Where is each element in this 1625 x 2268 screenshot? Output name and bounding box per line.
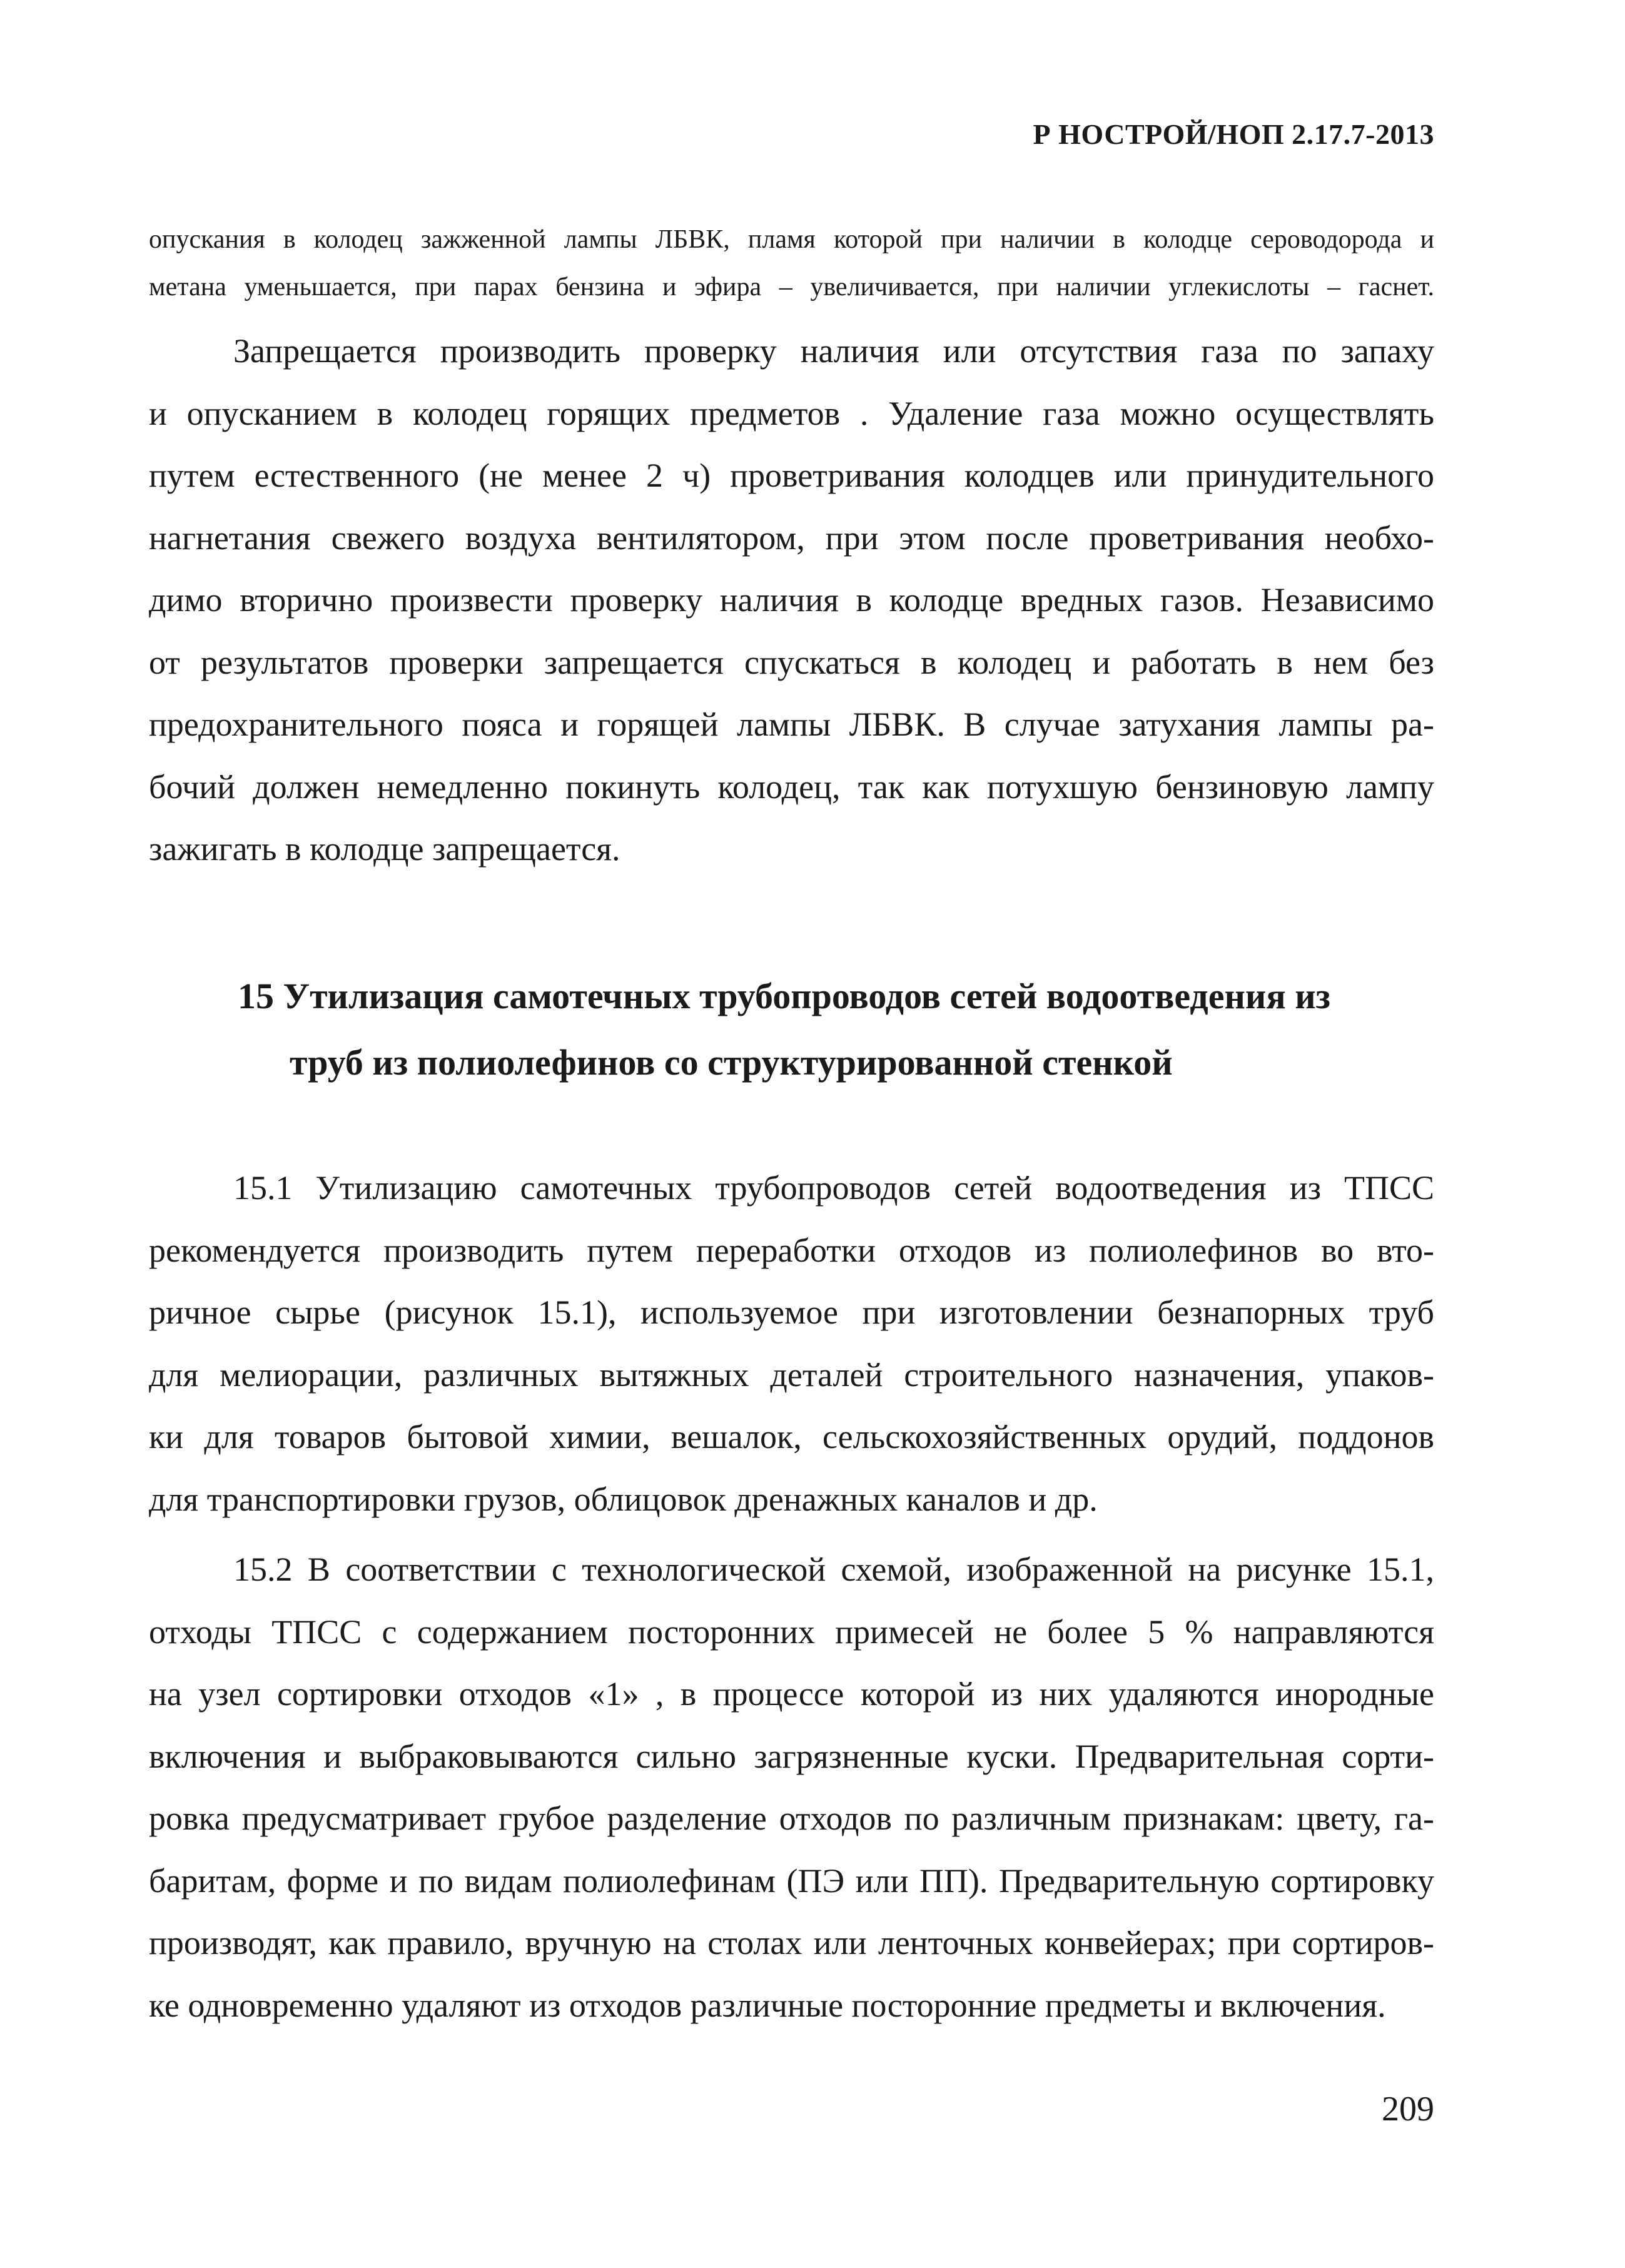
text-line: путем естественного (не менее 2 ч) проветривания колодцев или принудительного	[149, 457, 1434, 494]
text-line: для транспортировки грузов, облицовок дренажных каналов и др.	[149, 1480, 1098, 1518]
text-line: Запрещается производить проверку наличия или отсутствия газа по запаху	[233, 332, 1434, 370]
text-line: опускания в колодец зажженной лампы ЛБВК, пламя которой при наличии в колодце сероводорода и	[149, 225, 1434, 254]
text-line: ки для товаров бытовой химии, вешалок, сельскохозяйственных орудий, поддонов	[149, 1418, 1434, 1455]
section-heading-line: труб из полиолефинов со структурированной стенкой	[290, 1042, 1173, 1083]
text-line: нагнетания свежего воздуха вентилятором, при этом после проветривания необхо-	[149, 519, 1434, 557]
text-line: баритам, форме и по видам полиолефинам (ПЭ или ПП). Предварительную сортировку	[149, 1861, 1434, 1900]
paragraph-15-1	[149, 1157, 1434, 1531]
page-number: 209	[1382, 2090, 1434, 2129]
paragraph-continuation	[149, 216, 1434, 311]
text-line: зажигать в колодце запрещается.	[149, 830, 620, 868]
text-line: ричное сырье (рисунок 15.1), используемое при изготовлении безнапорных труб	[149, 1293, 1434, 1331]
document-header: Р НОСТРОЙ/НОП 2.17.7-2013	[1033, 118, 1434, 150]
text-line: предохранительного пояса и горящей лампы ЛБВК. В случае затухания лампы ра-	[149, 706, 1434, 743]
text-line: производят, как правило, вручную на столах или ленточных конвейерах; при сортиров-	[149, 1924, 1434, 1962]
text-line: включения и выбраковываются сильно загрязненные куски. Предварительная сорти-	[149, 1737, 1434, 1775]
paragraph-gas-check	[149, 320, 1434, 881]
text-line: 15.2 В соответствии с технологической схемой, изображенной на рисунке 15.1,	[233, 1551, 1434, 1588]
text-line: ровка предусматривает грубое разделение отходов по различным признакам: цвету, га-	[149, 1800, 1434, 1837]
text-line: и опусканием в колодец горящих предметов . Удаление газа можно осуществлять	[149, 394, 1434, 432]
text-line: димо вторично произвести проверку наличия в колодце вредных газов. Независимо	[149, 581, 1434, 619]
text-line: для мелиорации, различных вытяжных деталей строительного назначения, упаков-	[149, 1355, 1434, 1394]
section-heading	[238, 963, 1434, 1096]
text-line: рекомендуется производить путем переработки отходов из полиолефинов во вто-	[149, 1231, 1434, 1269]
section-heading-line: 15 Утилизация самотечных трубопроводов сетей водоотведения из	[238, 976, 1330, 1016]
paragraph-15-2	[149, 1539, 1434, 2037]
text-line: 15.1 Утилизацию самотечных трубопроводов сетей водоотведения из ТПСС	[233, 1169, 1434, 1207]
text-line: отходы ТПСС с содержанием посторонних примесей не более 5 % направляются	[149, 1612, 1434, 1651]
text-line: на узел сортировки отходов «1» , в процессе которой из них удаляются инородные	[149, 1675, 1434, 1713]
text-line: от результатов проверки запрещается спускаться в колодец и работать в нем без	[149, 643, 1434, 681]
text-line: метана уменьшается, при парах бензина и эфира – увеличивается, при наличии углекислоты – гаснет.	[149, 273, 1434, 301]
text-line: ке одновременно удаляют из отходов различные посторонние предметы и включения.	[149, 1986, 1386, 2024]
text-line: бочий должен немедленно покинуть колодец, так как потухшую бензиновую лампу	[149, 767, 1434, 806]
